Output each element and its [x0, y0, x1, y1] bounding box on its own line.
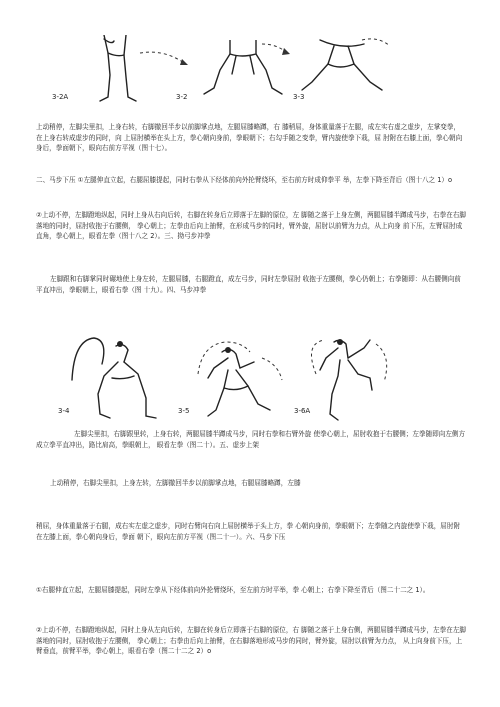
- paragraph-7: 稍屈，身体重量落于右腿，成右实左虚之虚步，同时右臂向右向上屈肘横举于头上方，拳 心朝向身前，拳眼朝下；左拳随之内旋使拳下栽，屈肘附在左膝上面，拳心朝向身后，拳面 朝下，眼向左前方平视（图二十一）。六、马步下压: [36, 522, 461, 541]
- paragraph-4: 左脚跟和右脚掌同时碾地使上身左转，左腿屈膝，右腿蹬直，成左弓步，同时左拳屈肘 收抱于左腰侧，拳心仍朝上；右拳随即：从右腰侧向前平直冲出，拳眼朝上，眼看右拳（图 十九）。四、马步冲拳: [36, 275, 461, 294]
- figure-3-4-drawing: [64, 334, 174, 424]
- paragraph-6: 上动稍停，右脚尖里扣，上身左转，左脚撤回半步以前脚掌点地，右腿屈膝略蹲，左膝: [50, 479, 301, 487]
- paragraph-2: 二、马步下压 ①左腿伸直立起，右腿屈膝提起，同时右拳从下经体前向外抡臂绕环，至右前方时成仰拳平 举，左拳下降至背后（图十八之 1）o: [36, 176, 453, 184]
- figure-3-3-drawing: [292, 38, 402, 100]
- paragraph-3: ②上动不停，左脚蹬地纵起，同时上身从右向后转，右脚在转身后立即落于左脚的原位，左 脚随之落于上身左侧，两腿屈膝半蹲成马步，右拳在右脚落地的同时，屈肘收抱于右腰侧， 拳心朝上；左拳由后向上抽臂，在形成马步的同时，臂外旋，屈肘以前臂为力点，从上向身 前下压，左臂屈肘成直角，拳心朝上，眼看左拳（图十八之 2）。三、拗弓步冲拳: [36, 211, 467, 240]
- paragraph-5: 左脚尖里扣，右脚跟里转，上身右转，两腿屈膝半蹲成马步，同时右拳和右臂外旋 使拳心朝上，屈肘收抱于右腰侧；左拳随即向左侧方成立拳平直冲出，路比肩高，拳眼朝上， 眼看左拳（图二十）。五、虚步上架: [36, 430, 466, 449]
- figure-3-2-drawing: [190, 40, 295, 100]
- figure-3-4: [64, 334, 174, 424]
- paragraph-1: 上动稍停，左脚尖里扣，上身右转，右脚撤回半步以前脚掌点地，左腿屈膝略蹲，右 膝稍屈，身体重量落于左腿，成左实右虚之虚步，左掌变拳，在上身右转成虚步的同时，向 上屈肘横举在头上方，拳心朝向身前，拳眼朝下；右勾手随之变拳，臂内旋使拳下栽，屈 肘附在右膝上面，拳心朝向身后，拳面朝下，眼向右前方平视（图十七）。: [36, 123, 463, 152]
- figure-3-5-drawing: [178, 338, 298, 424]
- figure-3-5: [178, 338, 298, 424]
- figure-3-2A: [64, 35, 194, 105]
- figure-label-3-6A: 3-6A: [294, 407, 311, 415]
- paragraph-9: ②上动不停，右脚蹬地纵起，同时上身从左向后转，左脚在转身后立即落于右脚的原位，右 脚随之落于上身右侧，两腿屈膝半蹲成马步，左拳在左脚落地的同时，屈肘收抱于左腰侧， 拳心朝上；右拳由后向上抽臂，在右脚落地形成马步的同时，臂外旋，屈肘以前臂为力点， 从上向身前下压，上臂垂直，前臂平举，拳心朝上，眼看右拳（图二十二之 2）o: [36, 626, 467, 655]
- figure-label-3-3: 3-3: [293, 93, 305, 101]
- figure-3-6A-drawing: [294, 334, 404, 426]
- figure-3-3: [292, 38, 402, 100]
- figure-label-3-2: 3-2: [176, 93, 188, 101]
- figure-label-3-4: 3-4: [58, 407, 70, 415]
- figure-label-3-5: 3-5: [178, 407, 190, 415]
- figure-3-6A: [294, 334, 404, 426]
- figure-label-3-2A: 3-2A: [52, 93, 69, 101]
- figure-3-2A-drawing: [64, 35, 194, 105]
- figure-3-2: [190, 40, 295, 100]
- paragraph-8: ①右腿伸直立起，左腿屈膝提起，同时左拳从下经体前向外抡臂绕环，至左前方时平举，拳 心朝上；右拳下降至背后（图二十二之 1）。: [36, 586, 430, 594]
